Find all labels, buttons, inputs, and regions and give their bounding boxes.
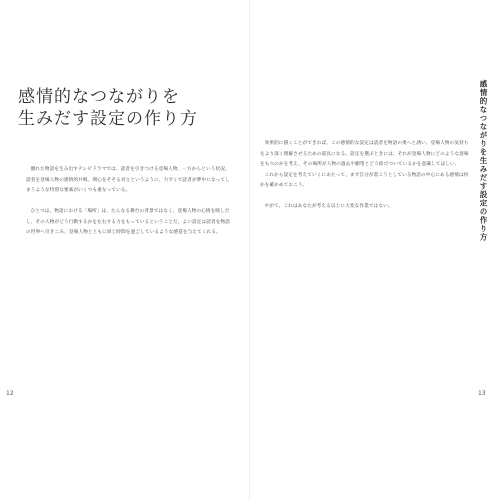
left-page-number: 12 [6, 390, 14, 397]
right-paragraph-1: 効果的に描くことができれば、この感情的な設定は読者を物語の奥へと誘い、登場人物の気持ちをより深く理解させるための道具になる。設定を選ぶときには、それが登場人物にどのような意味をもつのかを考え、その場所が人物の過去や願望とどう結びついているかを意識してほしい。 [260, 141, 469, 167]
right-page-number: 13 [478, 390, 486, 397]
right-paragraph-3: やがて、これはあなたが考える以上に大変な作業ではない。 [264, 204, 393, 209]
chapter-title [18, 86, 198, 130]
chapter-title-line-2: 生みだす設定の作り方 [18, 109, 198, 129]
right-body-text [260, 139, 473, 267]
left-paragraph-1: 優れた物語を生み出すテレビドラマでは、読者を引きつける登場人物、一方からという状況、読者を登場人物の感情的共鳴、関心をそそる対立というように、力ずくで読者が夢中になってしまうような特別な要素がいくつも重なっている。 [26, 167, 230, 193]
left-body-text [26, 165, 233, 385]
right-page [250, 0, 500, 500]
right-paragraph-2: これから設定を考えていくにあたって、まず自分が書こうとしている物語の中心にある感情は何かを確かめておこう。 [260, 172, 469, 188]
left-paragraph-2: ひとつは、物語における「場所」は、たんなる舞台の背景ではなく、登場人物の心情を映しだし、その人物がどう行動するかを左右する力をもっているということだ。よい設定は読者を物語の世界へ引きこみ、登場人物とともに同じ時間を過ごしているような感覚を与えてくれる。 [26, 209, 230, 235]
chapter-title-line-1: 感情的なつながりを [18, 87, 180, 107]
running-head: 感情的なつながりを生みだす設定の作り方 [479, 80, 488, 242]
